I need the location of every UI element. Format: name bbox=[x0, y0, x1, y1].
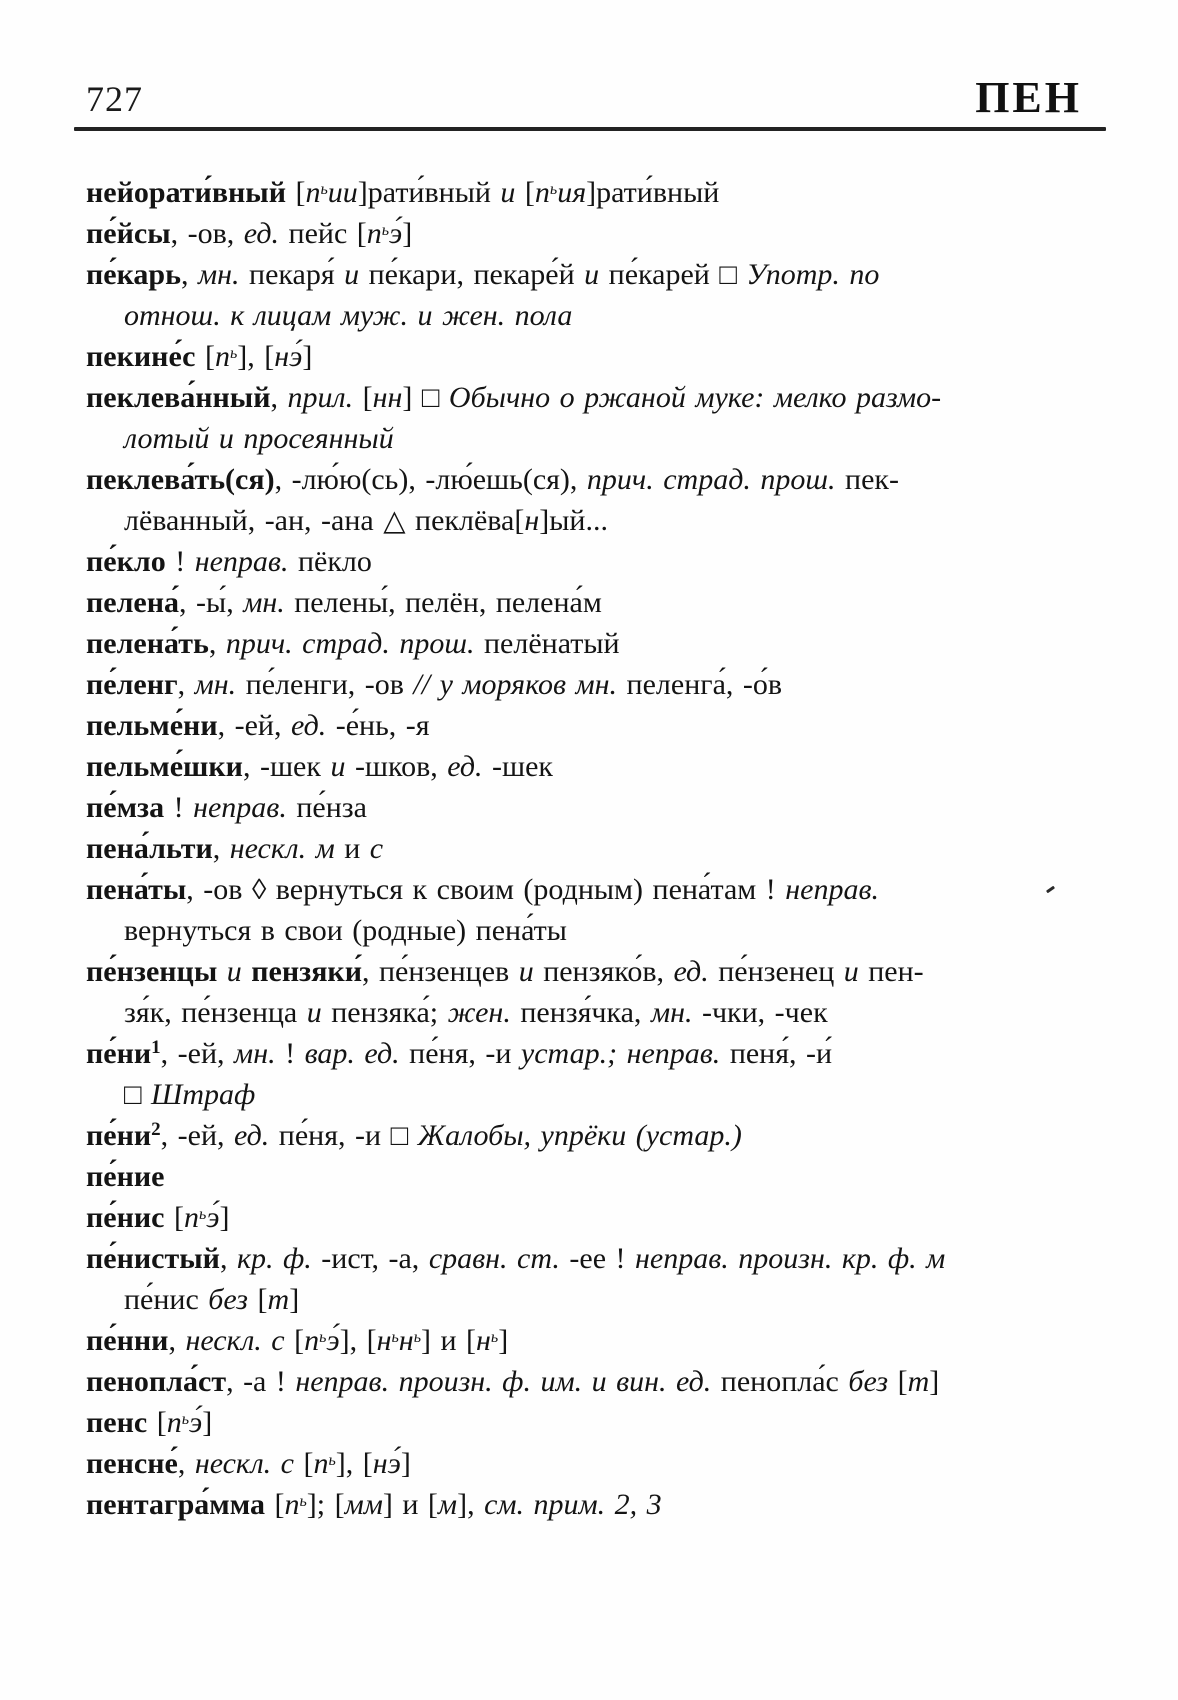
entry-text bbox=[737, 258, 747, 291]
headword-text: пельме́шки bbox=[86, 750, 243, 783]
grammar-label: и bbox=[344, 258, 360, 291]
entry-line bbox=[86, 213, 1116, 254]
entry-line bbox=[86, 1402, 1116, 1443]
headword-text: пе́ни bbox=[86, 1037, 152, 1070]
superscript: ь bbox=[413, 1329, 421, 1346]
grammar-label: без bbox=[848, 1365, 889, 1398]
headword-text: пе́ние bbox=[86, 1160, 165, 1193]
grammar-label: и bbox=[500, 176, 516, 209]
superscript: ь bbox=[181, 1411, 189, 1428]
grammar-label: п bbox=[184, 1201, 199, 1234]
grammar-label: м bbox=[437, 1488, 458, 1521]
entry-line bbox=[86, 1238, 1116, 1279]
grammar-label: нн bbox=[372, 381, 403, 414]
grammar-label: н bbox=[398, 1324, 414, 1357]
headword-text: пе́кло bbox=[86, 545, 166, 578]
grammar-label: мм bbox=[344, 1488, 383, 1521]
grammar-label: и bbox=[584, 258, 600, 291]
grammar-label: э́ bbox=[188, 1406, 203, 1439]
grammar-label: э́ bbox=[206, 1201, 220, 1234]
superscript: ь bbox=[328, 1452, 336, 1469]
grammar-label: Обычно о ржаной муке: мелко размо- bbox=[448, 381, 942, 414]
entry-line bbox=[86, 377, 1116, 418]
entry-continuation-line bbox=[86, 295, 1116, 336]
entry-text: ! bbox=[275, 1037, 305, 1070]
grammar-label: отнош. к лицам муж. и жен. пола bbox=[124, 299, 573, 332]
entry-text: , bbox=[208, 627, 226, 660]
entry-line bbox=[86, 664, 1116, 705]
entry-text: пеклёва[ bbox=[405, 504, 525, 537]
entry-text: ]рати́вный bbox=[357, 176, 501, 209]
entry-text: [ bbox=[353, 381, 373, 414]
entry-text: и bbox=[334, 832, 370, 865]
entry-text: пе́нис bbox=[124, 1283, 209, 1316]
entry-text: пелёнатый bbox=[474, 627, 620, 660]
entry-text: ] bbox=[219, 1201, 230, 1234]
grammar-label: п bbox=[534, 176, 550, 209]
semantic-symbol: △ bbox=[383, 505, 406, 537]
header-rule bbox=[74, 127, 1106, 131]
entry-text bbox=[439, 381, 449, 414]
entry-line bbox=[86, 869, 1116, 910]
entry-text: ] bbox=[402, 381, 422, 414]
grammar-label: п bbox=[214, 340, 230, 373]
superscript: ь bbox=[319, 1329, 327, 1346]
headword-text: пенсне́ bbox=[86, 1447, 178, 1480]
superscript: ь bbox=[490, 1329, 499, 1346]
entry-text: ] и [ bbox=[420, 1324, 477, 1357]
superscript: 1 bbox=[151, 1037, 161, 1058]
entry-text: пе́ня, -и bbox=[269, 1119, 391, 1152]
grammar-label: н bbox=[476, 1324, 491, 1357]
headword-text: пелена́ть bbox=[86, 627, 209, 660]
entry-text: пек- bbox=[835, 463, 899, 496]
entry-text: , -ей, bbox=[160, 1119, 235, 1152]
headword-text: пекине́с bbox=[86, 340, 196, 373]
entry-text: , -ов bbox=[186, 873, 252, 906]
entry-text: вернуться в свои (родные) пена́ты bbox=[124, 914, 567, 947]
entry-text: ], [ bbox=[237, 340, 275, 373]
grammar-label: п bbox=[366, 217, 382, 250]
grammar-label: жен. bbox=[447, 996, 511, 1029]
grammar-label: нэ́ bbox=[274, 340, 303, 373]
entry-text bbox=[142, 1078, 152, 1111]
entry-text: пекаря́ bbox=[239, 258, 345, 291]
entry-text: [ bbox=[286, 176, 306, 209]
grammar-label: нескл. с bbox=[185, 1324, 285, 1357]
entry-text: пе́кари, пекаре́й bbox=[359, 258, 585, 291]
entry-line bbox=[86, 459, 1116, 500]
grammar-label: т bbox=[267, 1283, 290, 1316]
entry-text: , -ей, bbox=[160, 1037, 235, 1070]
headword-text: пе́нни bbox=[86, 1324, 169, 1357]
headword-text: пе́карь bbox=[86, 258, 181, 291]
headword-text: пе́мза bbox=[86, 791, 165, 824]
headword-text: пельме́ни bbox=[86, 709, 218, 742]
entry-text: , -лю́ю(сь), -лю́ешь(ся), bbox=[274, 463, 587, 496]
superscript: ь bbox=[391, 1329, 399, 1346]
entry-text: , bbox=[168, 1324, 186, 1357]
grammar-label: п bbox=[305, 176, 321, 209]
semantic-symbol: □ bbox=[719, 259, 737, 291]
entry-text: ], bbox=[457, 1488, 485, 1521]
entry-text: , bbox=[180, 258, 198, 291]
grammar-label: устар.; bbox=[520, 1037, 618, 1070]
entry-text: , bbox=[177, 1447, 195, 1480]
entry-text: зя́к, пе́нзенца bbox=[124, 996, 307, 1029]
entry-text bbox=[617, 1037, 627, 1070]
entry-text: пе́нзенец bbox=[708, 955, 844, 988]
grammar-label: и bbox=[518, 955, 534, 988]
entry-text: пе́нза bbox=[286, 791, 367, 824]
grammar-label: ия bbox=[557, 176, 587, 209]
grammar-label: н bbox=[524, 504, 540, 537]
grammar-label: прич. страд. прош. bbox=[586, 463, 836, 496]
headword-text: пеклева́ть(ся) bbox=[86, 463, 275, 496]
entry-continuation-line bbox=[86, 500, 1116, 541]
superscript: ь bbox=[199, 1206, 207, 1223]
entry-text: пе́ленги, -ов bbox=[236, 668, 414, 701]
entry-text: ] bbox=[402, 217, 413, 250]
entry-text: ] bbox=[400, 1447, 411, 1480]
entry-text: пензяко́в, bbox=[533, 955, 674, 988]
entry-line bbox=[86, 336, 1116, 377]
entry-text: , bbox=[177, 668, 195, 701]
grammar-label: э́ bbox=[326, 1324, 340, 1357]
entry-line bbox=[86, 1156, 1116, 1197]
grammar-label: лотый и просеянный bbox=[124, 422, 394, 455]
grammar-label: п bbox=[284, 1488, 300, 1521]
entry-text: [ bbox=[293, 1447, 314, 1480]
semantic-symbol: ◊ bbox=[251, 874, 267, 906]
dictionary-entries bbox=[86, 172, 1116, 1525]
entry-text bbox=[408, 1119, 418, 1152]
entry-line bbox=[86, 951, 1116, 992]
superscript: ь bbox=[381, 222, 390, 239]
entry-text: , -ей, bbox=[217, 709, 291, 742]
entry-text: [ bbox=[888, 1365, 908, 1398]
entry-text: пёкло bbox=[288, 545, 372, 578]
entry-text: ] bbox=[202, 1406, 213, 1439]
entry-line bbox=[86, 1033, 1116, 1074]
headword-text: пенс bbox=[86, 1406, 148, 1439]
grammar-label: Штраф bbox=[151, 1078, 256, 1111]
headword-text: пелена́ bbox=[86, 586, 180, 619]
headword-text: пе́ни bbox=[86, 1119, 152, 1152]
grammar-label: неправ. bbox=[626, 1037, 721, 1070]
entry-text: ]; [ bbox=[306, 1488, 345, 1521]
entry-text: ] bbox=[498, 1324, 509, 1357]
grammar-label: нескл. с bbox=[194, 1447, 294, 1480]
entry-line bbox=[86, 254, 1116, 295]
grammar-label: н bbox=[376, 1324, 392, 1357]
grammar-label: и bbox=[217, 955, 252, 988]
entry-continuation-line bbox=[86, 1279, 1116, 1320]
entry-line bbox=[86, 623, 1116, 664]
entry-text: пейс [ bbox=[279, 217, 367, 250]
entry-continuation-line bbox=[86, 418, 1116, 459]
entry-text: -ист, -а, bbox=[311, 1242, 429, 1275]
entry-text: ] bbox=[289, 1283, 300, 1316]
grammar-label: вар. ед. bbox=[304, 1037, 400, 1070]
entry-text: пенопла́с bbox=[711, 1365, 849, 1398]
entry-line bbox=[86, 746, 1116, 787]
grammar-label: и bbox=[843, 955, 859, 988]
headword-text: пена́ты bbox=[86, 873, 187, 906]
headword-text: пензяки́ bbox=[251, 955, 362, 988]
entry-text: , -ы́, bbox=[179, 586, 244, 619]
grammar-label: п bbox=[304, 1324, 320, 1357]
entry-line bbox=[86, 1443, 1116, 1484]
entry-text: ] bbox=[929, 1365, 940, 1398]
entry-text: пензяка́; bbox=[321, 996, 448, 1029]
grammar-label: ед. bbox=[243, 217, 280, 250]
grammar-label: кр. ф. bbox=[236, 1242, 312, 1275]
entry-text: вернуться к своим (родным) пена́там ! bbox=[266, 873, 786, 906]
entry-line bbox=[86, 582, 1116, 623]
grammar-label: неправ. произн. ф. им. и вин. ед. bbox=[295, 1365, 712, 1398]
entry-line bbox=[86, 1197, 1116, 1238]
grammar-label: ед. bbox=[673, 955, 709, 988]
entry-text: -чки, -чек bbox=[692, 996, 828, 1029]
entry-text: , bbox=[270, 381, 288, 414]
entry-text: пеня́, -и́ bbox=[720, 1037, 833, 1070]
superscript: ь bbox=[299, 1493, 307, 1510]
grammar-label: мн. bbox=[243, 586, 285, 619]
entry-text: ]ый... bbox=[539, 504, 608, 537]
entry-text: , пе́нзенцев bbox=[362, 955, 519, 988]
entry-text: , bbox=[212, 832, 230, 865]
entry-text: ] bbox=[302, 340, 313, 373]
entry-text: ! bbox=[164, 791, 194, 824]
entry-text: [ bbox=[195, 340, 215, 373]
grammar-label: ед. bbox=[234, 1119, 270, 1152]
semantic-symbol: □ bbox=[390, 1120, 409, 1152]
entry-line bbox=[86, 541, 1116, 582]
entry-text: , bbox=[219, 1242, 237, 1275]
headword-text: пе́нис bbox=[86, 1201, 165, 1234]
entry-line bbox=[86, 1320, 1116, 1361]
grammar-label: неправ. bbox=[193, 791, 287, 824]
entry-text: -шек bbox=[482, 750, 553, 783]
entry-line bbox=[86, 172, 1116, 213]
entry-text: пен- bbox=[858, 955, 924, 988]
superscript: ь bbox=[549, 181, 558, 198]
entry-text: [ bbox=[264, 1488, 285, 1521]
grammar-label: неправ. bbox=[785, 873, 879, 906]
grammar-label: мн. bbox=[234, 1037, 276, 1070]
entry-line bbox=[86, 787, 1116, 828]
grammar-label: прич. страд. прош. bbox=[225, 627, 475, 660]
entry-text: пеленга́, -о́в bbox=[617, 668, 783, 701]
entry-text: -е́нь, -я bbox=[326, 709, 430, 742]
headword-text: пентагра́мма bbox=[86, 1488, 265, 1521]
entry-text: лёванный, -ан, -ана bbox=[124, 504, 384, 537]
grammar-label: т bbox=[907, 1365, 930, 1398]
entry-text: , -ов, bbox=[170, 217, 244, 250]
grammar-label: неправ. bbox=[194, 545, 289, 578]
grammar-label: Жалобы, упрёки (устар.) bbox=[417, 1119, 742, 1152]
entry-text: ] и [ bbox=[382, 1488, 438, 1521]
superscript: ь bbox=[229, 345, 238, 362]
grammar-label: неправ. произн. кр. ф. м bbox=[635, 1242, 946, 1275]
entry-text: ! bbox=[165, 545, 195, 578]
entry-line bbox=[86, 1361, 1116, 1402]
entry-line bbox=[86, 1115, 1116, 1156]
entry-text: ]рати́вный bbox=[586, 176, 720, 209]
entry-line bbox=[86, 1484, 1116, 1525]
grammar-label: нэ́ bbox=[372, 1447, 401, 1480]
entry-text: [ bbox=[284, 1324, 305, 1357]
grammar-label: // у моряков мн. bbox=[413, 668, 618, 701]
grammar-label: п bbox=[313, 1447, 329, 1480]
entry-line bbox=[86, 828, 1116, 869]
grammar-label: мн. bbox=[194, 668, 237, 701]
grammar-label: Употр. по bbox=[746, 258, 880, 291]
grammar-label: мн. bbox=[197, 258, 240, 291]
entry-text: -шков, bbox=[345, 750, 448, 783]
entry-text: , -а ! bbox=[226, 1365, 296, 1398]
entry-text: пензя́чка, bbox=[510, 996, 651, 1029]
entry-text: -ее ! bbox=[559, 1242, 636, 1275]
entry-text: пе́ня, -и bbox=[399, 1037, 521, 1070]
headword-text: пеклева́нный bbox=[86, 381, 271, 414]
grammar-label: мн. bbox=[650, 996, 693, 1029]
grammar-label: без bbox=[208, 1283, 249, 1316]
page-number: 727 bbox=[86, 79, 143, 119]
semantic-symbol: □ bbox=[124, 1079, 142, 1111]
headword-text: нейорати́вный bbox=[86, 176, 287, 209]
entry-text: пелены́, пелён, пелена́м bbox=[284, 586, 602, 619]
running-head-letters: ПЕН bbox=[975, 73, 1082, 122]
headword-text: пе́ленг bbox=[86, 668, 178, 701]
grammar-label: ед. bbox=[291, 709, 327, 742]
entry-text: пе́карей bbox=[599, 258, 720, 291]
entry-continuation-line bbox=[86, 1074, 1116, 1115]
headword-text: пе́нзенцы bbox=[86, 955, 218, 988]
entry-text: [ bbox=[164, 1201, 184, 1234]
entry-text: , -шек bbox=[242, 750, 331, 783]
headword-text: пена́льти bbox=[86, 832, 213, 865]
grammar-label: ед. bbox=[447, 750, 483, 783]
entry-text: [ bbox=[248, 1283, 268, 1316]
grammar-label: сравн. ст. bbox=[428, 1242, 560, 1275]
entry-text: [ bbox=[147, 1406, 167, 1439]
semantic-symbol: □ bbox=[421, 382, 440, 414]
headword-text: пе́йсы bbox=[86, 217, 171, 250]
grammar-label: прил. bbox=[287, 381, 354, 414]
entry-continuation-line bbox=[86, 910, 1116, 951]
grammar-label: э́ bbox=[389, 217, 403, 250]
grammar-label: с bbox=[369, 832, 384, 865]
superscript: ь bbox=[320, 181, 328, 198]
entry-text: ], [ bbox=[339, 1324, 377, 1357]
grammar-label: и bbox=[330, 750, 346, 783]
headword-text: пенопла́ст bbox=[86, 1365, 227, 1398]
grammar-label: см. прим. 2, 3 bbox=[484, 1488, 662, 1521]
entry-text: ], [ bbox=[335, 1447, 373, 1480]
superscript: 2 bbox=[151, 1119, 161, 1140]
entry-text: [ bbox=[515, 176, 535, 209]
entry-continuation-line bbox=[86, 992, 1116, 1033]
entry-line bbox=[86, 705, 1116, 746]
headword-text: пе́нистый bbox=[86, 1242, 220, 1275]
grammar-label: ии bbox=[327, 176, 358, 209]
grammar-label: и bbox=[306, 996, 322, 1029]
grammar-label: нескл. м bbox=[229, 832, 335, 865]
grammar-label: п bbox=[166, 1406, 182, 1439]
